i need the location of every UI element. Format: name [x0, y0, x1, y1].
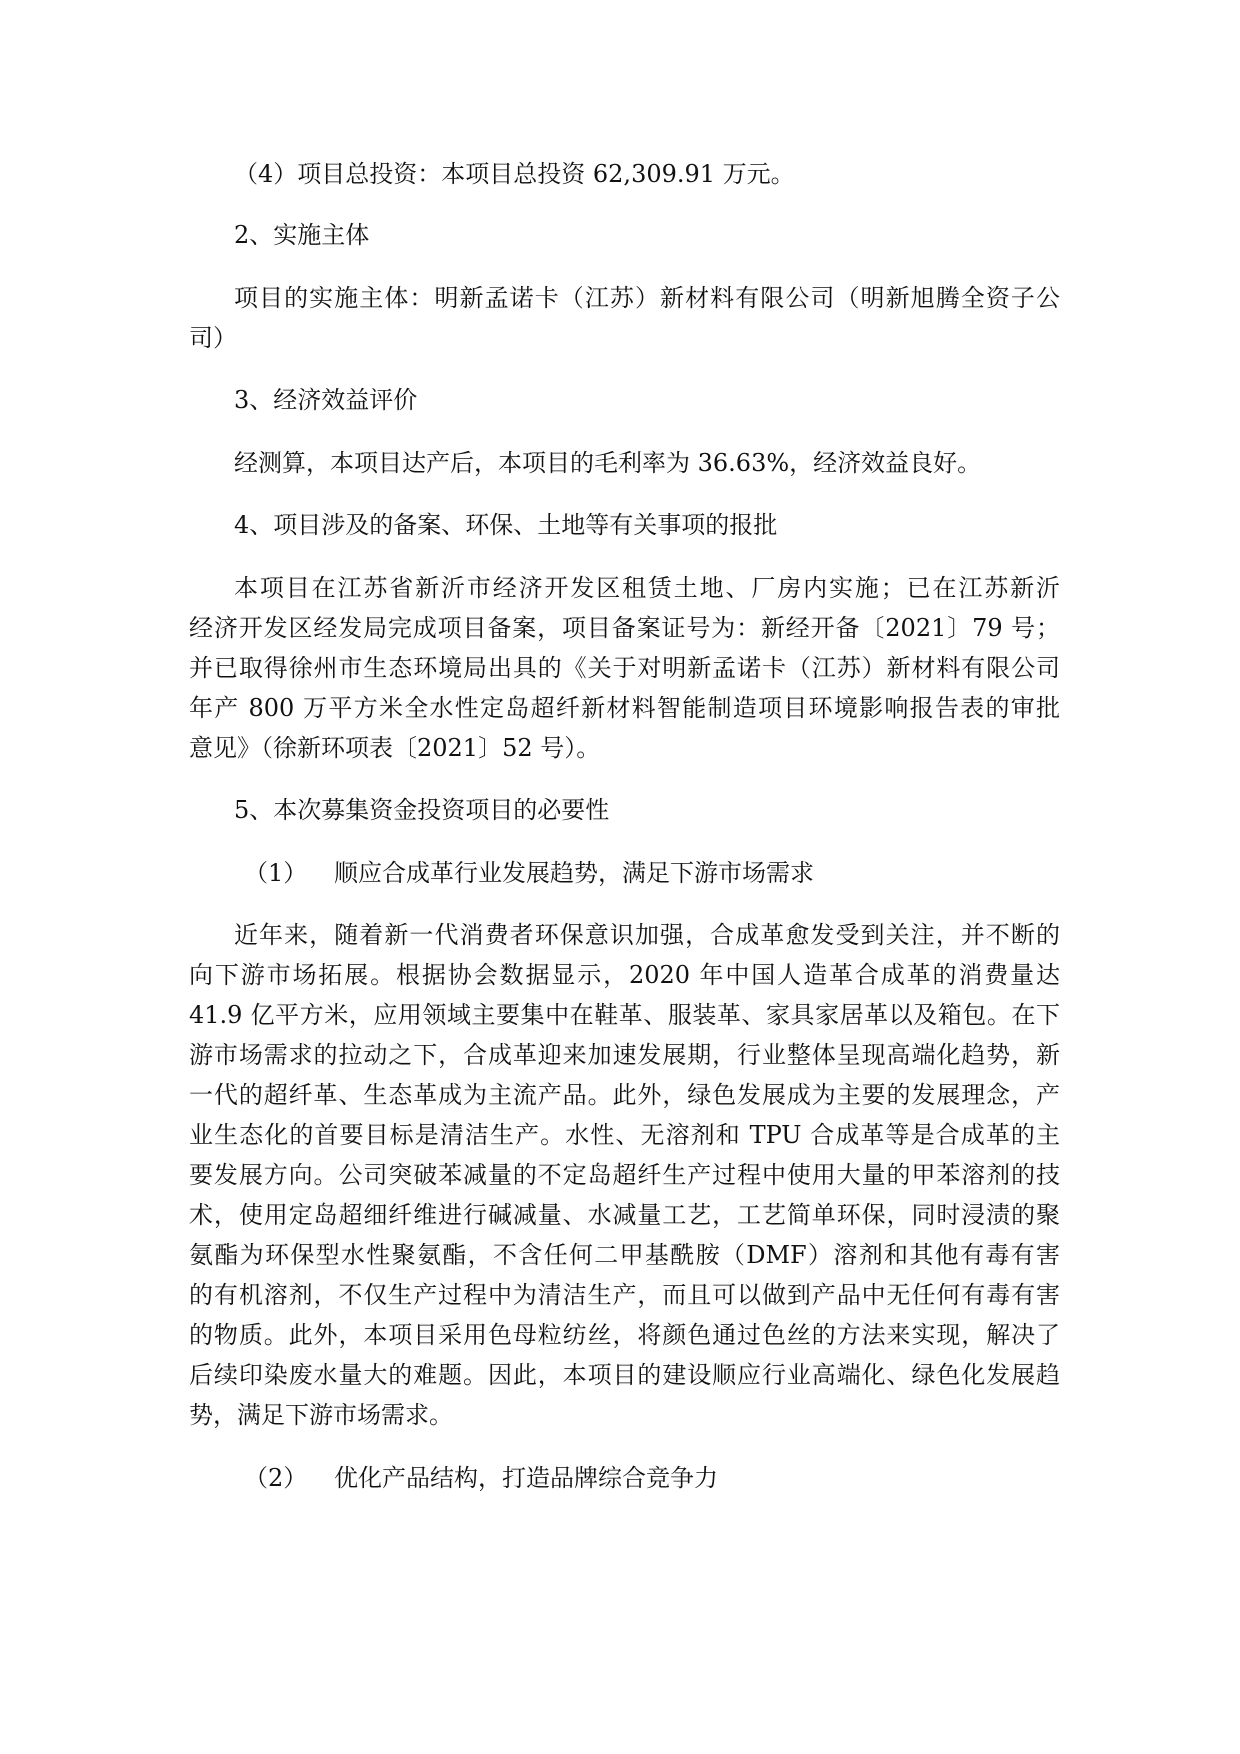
trend-paragraph-line: 业生态化的首要目标是清洁生产。水性、无溶剂和 TPU 合成革等是合成革的主 [189, 1121, 1060, 1149]
trend-paragraph-line: 近年来，随着新一代消费者环保意识加强，合成革愈发受到关注，并不断的 [234, 921, 1060, 949]
trend-paragraph-line: 向下游市场拓展。根据协会数据显示，2020 年中国人造革合成革的消费量达 [189, 961, 1060, 989]
trend-paragraph-line: 41.9 亿平方米，应用领域主要集中在鞋革、服装革、家具家居革以及箱包。在下 [189, 1001, 1060, 1029]
trend-paragraph-line: 后续印染废水量大的难题。因此，本项目的建设顺应行业高端化、绿色化发展趋 [189, 1361, 1060, 1389]
approval-paragraph-line: 经济开发区经发局完成项目备案，项目备案证号为：新经开备〔2021〕79 号； [189, 614, 1060, 642]
subheading-2 [244, 1458, 1060, 1498]
investment-line: （4）项目总投资：本项目总投资 62,309.91 万元。 [234, 160, 795, 188]
approval-paragraph-line: 意见》（徐新环项表〔2021〕52 号）。 [189, 734, 601, 762]
approval-paragraph-line: 本项目在江苏省新沂市经济开发区租赁土地、厂房内实施；已在江苏新沂 [234, 574, 1060, 602]
trend-paragraph-line: 的物质。此外，本项目采用色母粒纺丝，将颜色通过色丝的方法来实现，解决了 [189, 1321, 1060, 1349]
subheading-1-text: 顺应合成革行业发展趋势，满足下游市场需求 [334, 859, 814, 887]
trend-paragraph-line: 游市场需求的拉动之下，合成革迎来加速发展期，行业整体呈现高端化趋势，新 [189, 1041, 1060, 1069]
heading-economic-evaluation: 3、经济效益评价 [234, 386, 418, 414]
subheading-2-number: （2） [244, 1464, 308, 1492]
trend-paragraph-line: 要发展方向。公司突破苯减量的不定岛超纤生产过程中使用大量的甲苯溶剂的技 [189, 1161, 1060, 1189]
economic-paragraph: 经测算，本项目达产后，本项目的毛利率为 36.63%，经济效益良好。 [234, 449, 982, 477]
trend-paragraph-line: 术，使用定岛超细纤维进行碱减量、水减量工艺，工艺简单环保，同时浸渍的聚 [189, 1201, 1060, 1229]
subheading-1 [244, 853, 1060, 893]
heading-necessity: 5、本次募集资金投资项目的必要性 [234, 796, 610, 824]
approval-paragraph-line: 并已取得徐州市生态环境局出具的《关于对明新孟诺卡（江苏）新材料有限公司 [189, 654, 1060, 682]
subheading-2-text: 优化产品结构，打造品牌综合竞争力 [334, 1464, 718, 1492]
trend-paragraph-line: 势，满足下游市场需求。 [189, 1401, 453, 1429]
trend-paragraph-line: 氨酯为环保型水性聚氨酯，不含任何二甲基酰胺（DMF）溶剂和其他有毒有害 [189, 1241, 1060, 1269]
trend-paragraph-line: 的有机溶剂，不仅生产过程中为清洁生产，而且可以做到产品中无任何有毒有害 [189, 1281, 1060, 1309]
heading-approval-matters: 4、项目涉及的备案、环保、土地等有关事项的报批 [234, 511, 778, 539]
trend-paragraph-line: 一代的超纤革、生态革成为主流产品。此外，绿色发展成为主要的发展理念，产 [189, 1081, 1060, 1109]
approval-paragraph-line: 年产 800 万平方米全水性定岛超纤新材料智能制造项目环境影响报告表的审批 [189, 694, 1060, 722]
entity-paragraph-line: 项目的实施主体：明新孟诺卡（江苏）新材料有限公司（明新旭腾全资子公 [234, 284, 1060, 312]
entity-paragraph-line: 司） [189, 324, 237, 352]
heading-implementing-entity: 2、实施主体 [234, 221, 370, 249]
subheading-1-number: （1） [244, 859, 308, 887]
